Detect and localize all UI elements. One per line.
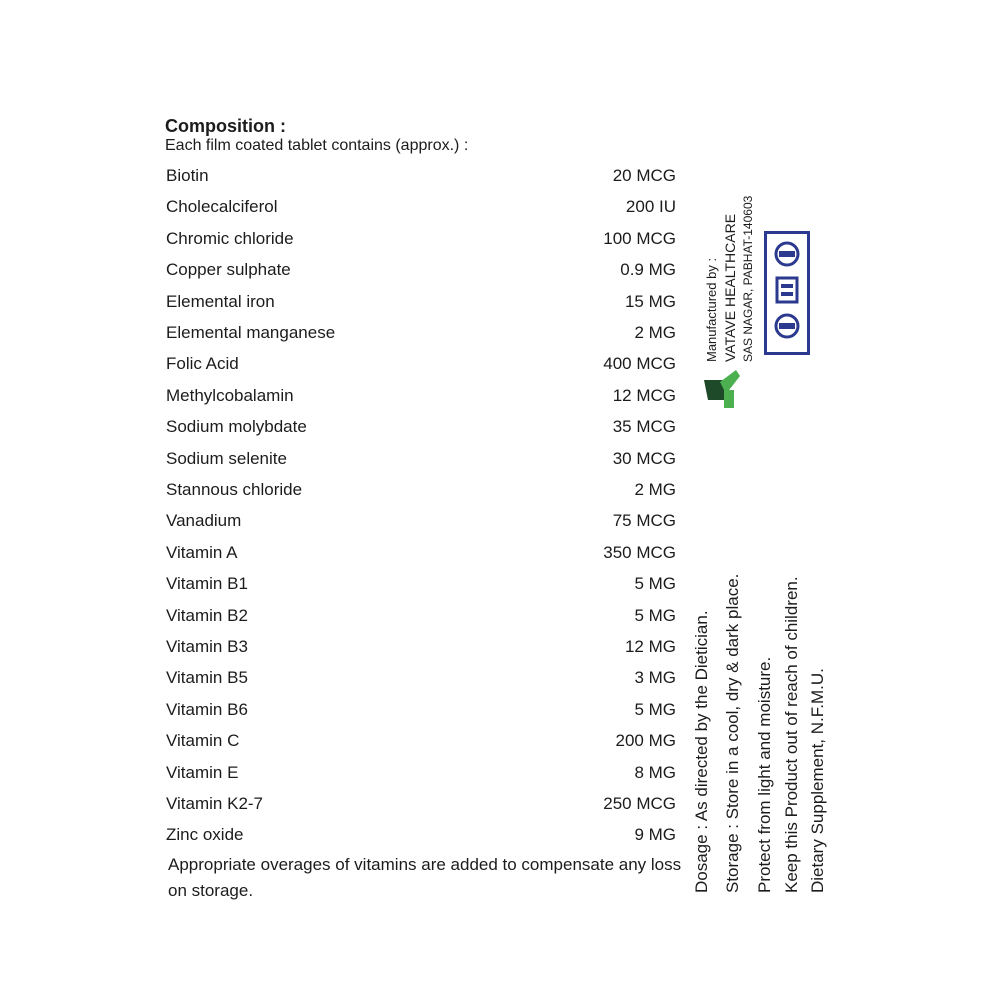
ingredient-name: Stannous chloride: [166, 480, 303, 499]
ingredient-quantity: 200 IU: [625, 197, 676, 217]
ingredient-row: [166, 386, 676, 410]
ingredient-name: Vitamin B1: [166, 574, 248, 594]
ingredient-row: [166, 794, 676, 818]
ingredient-quantity: 5 MG: [634, 574, 676, 594]
ingredient-name: Vitamin C: [166, 731, 240, 751]
ingredient-row: [166, 417, 676, 441]
ingredient-quantity: 200 MG: [615, 731, 676, 751]
ingredient-name: Sodium selenite: [166, 448, 287, 468]
ingredient-quantity: 5 MG: [634, 605, 676, 625]
ingredient-quantity: 350 MCG: [603, 542, 676, 562]
ingredient-quantity: 30 MCG: [612, 448, 676, 468]
ingredient-quantity: 0.9 MG: [620, 260, 676, 280]
ingredient-quantity: 100 MCG: [603, 228, 676, 248]
manufacturer-address: SAS NAGAR, PABHAT-140603: [741, 195, 755, 362]
ingredient-quantity: 8 MG: [634, 762, 676, 782]
storage-text: Storage : Store in a cool, dry & dark place.: [723, 573, 742, 893]
ingredient-name: Copper sulphate: [166, 260, 291, 280]
ingredient-name: Elemental iron: [166, 291, 275, 311]
ingredient-quantity: 15 MG: [624, 291, 676, 311]
ingredient-name: Vanadium: [166, 511, 242, 531]
protect-text: Protect from light and moisture.: [755, 656, 774, 893]
ingredient-row: [166, 825, 676, 849]
ingredient-quantity: 400 MCG: [603, 354, 676, 374]
ingredient-quantity: 12 MCG: [612, 385, 676, 405]
ingredient-row: [166, 354, 676, 378]
ingredient-row: [166, 763, 676, 787]
ingredient-name: Zinc oxide: [166, 825, 244, 845]
ingredient-name: Biotin: [166, 166, 209, 185]
ingredient-quantity: 12 MG: [624, 637, 676, 656]
ingredient-row: [166, 292, 676, 316]
ingredient-row: [166, 574, 676, 598]
ingredient-row: [166, 606, 676, 630]
ingredient-row: [166, 731, 676, 755]
ingredient-quantity: 5 MG: [634, 699, 676, 719]
ingredient-name: Vitamin E: [166, 762, 239, 782]
ingredient-name: Folic Acid: [166, 354, 239, 374]
manufactured-by-label: Manufactured by :: [704, 257, 719, 362]
ingredient-quantity: 250 MCG: [603, 794, 676, 813]
ingredient-row: [166, 480, 676, 504]
ingredient-row: [166, 197, 676, 221]
composition-title: Composition :: [165, 116, 286, 136]
ingredient-quantity: 75 MCG: [612, 511, 676, 531]
ingredient-row: [166, 543, 676, 567]
ingredient-quantity: 3 MG: [634, 668, 676, 688]
ingredient-quantity: 2 MG: [634, 323, 676, 342]
ingredient-quantity: 20 MCG: [612, 166, 676, 185]
ingredient-name: Chromic chloride: [166, 228, 294, 248]
manufacturer-name: VATAVE HEALTHCARE: [722, 213, 738, 362]
ingredient-row: [166, 166, 676, 190]
dosage-text: Dosage : As directed by the Dietician.: [692, 610, 711, 893]
ingredient-quantity: 2 MG: [634, 480, 676, 499]
overage-note: Appropriate overages of vitamins are added to compensate any loss on storage.: [168, 855, 682, 900]
ingredient-row: [166, 511, 676, 535]
certification-seal-icon: [767, 234, 807, 352]
dietary-supplement-text: Dietary Supplement, N.F.M.U.: [808, 668, 827, 893]
ingredient-row: [166, 637, 676, 661]
ingredient-name: Vitamin B2: [166, 605, 248, 625]
ingredient-name: Cholecalciferol: [166, 197, 278, 217]
ingredient-name: Vitamin B3: [166, 637, 248, 656]
ingredient-quantity: 9 MG: [634, 825, 676, 845]
ingredient-name: Vitamin K2-7: [166, 794, 264, 813]
leaf-logo-icon: [700, 370, 742, 410]
certification-logos: [764, 231, 810, 355]
ingredient-row: [166, 260, 676, 284]
ingredient-row: [166, 668, 676, 692]
composition-subtitle: Each film coated tablet contains (approx.) :: [165, 137, 469, 154]
ingredient-name: Methylcobalamin: [166, 385, 294, 405]
keep-away-text: Keep this Product out of reach of children.: [782, 576, 801, 893]
ingredient-name: Elemental manganese: [166, 323, 336, 342]
ingredient-row: [166, 323, 676, 347]
ingredient-name: Vitamin A: [166, 542, 238, 562]
ingredient-name: Sodium molybdate: [166, 417, 307, 437]
ingredient-row: [166, 229, 676, 253]
ingredient-name: Vitamin B6: [166, 699, 248, 719]
ingredient-row: [166, 700, 676, 724]
ingredient-name: Vitamin B5: [166, 668, 248, 688]
ingredient-row: [166, 449, 676, 473]
ingredient-quantity: 35 MCG: [612, 417, 676, 437]
